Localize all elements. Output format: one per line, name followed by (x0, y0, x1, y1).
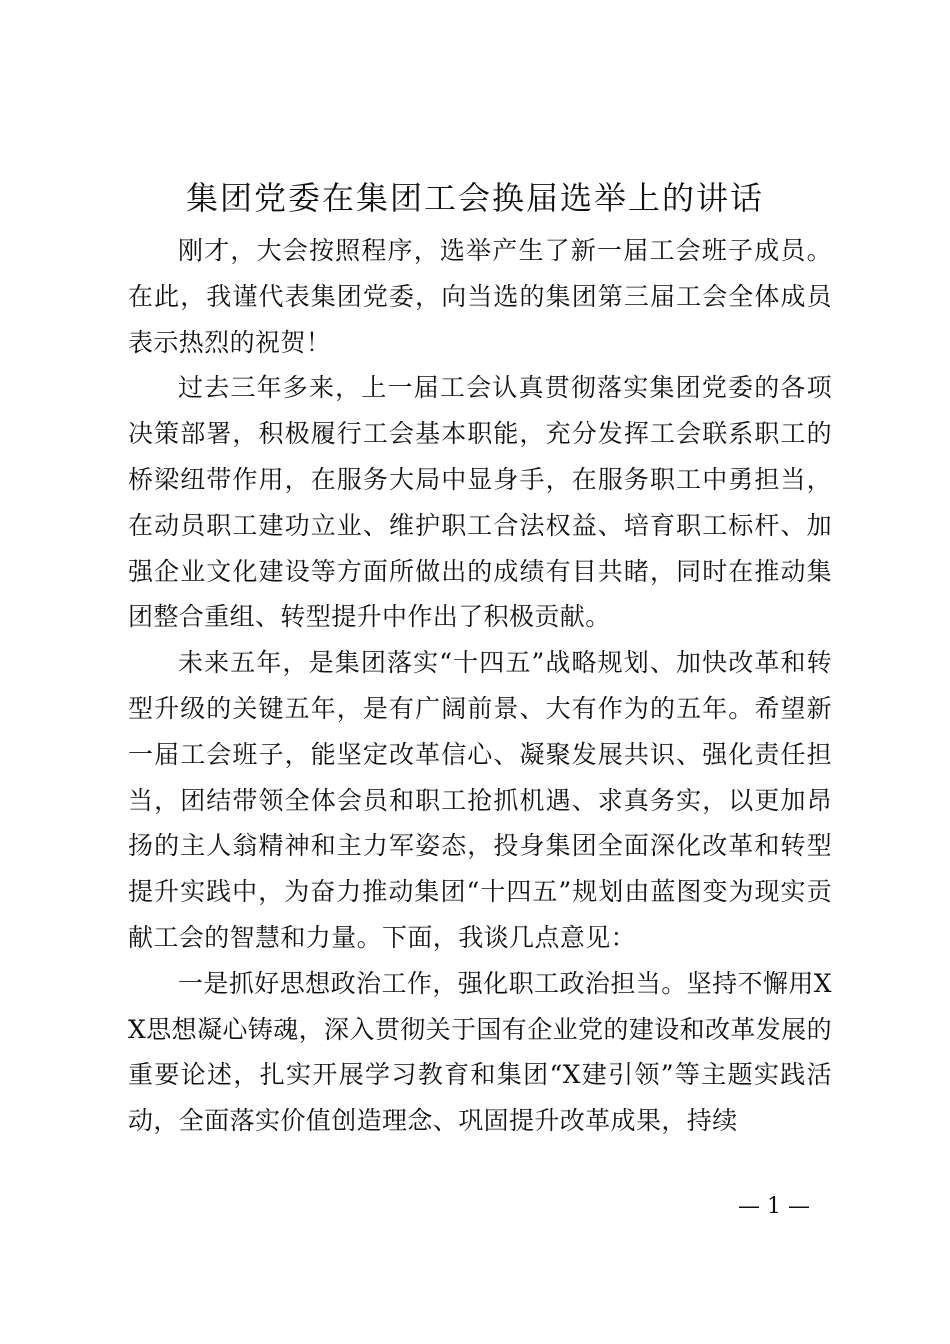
paragraph-2: 过去三年多来，上一届工会认真贯彻落实集团党委的各项决策部署，积极履行工会基本职能，充分发挥工会联系职工的桥梁纽带作用，在服务大局中显身手，在服务职工中勇担当，在动员职工建功立业、维护职工合法权益、培育职工标杆、加强企业文化建设等方面所做出的成绩有目共睹，同时在推动集团整合重组、转型提升中作出了积极贡献。 (128, 373, 832, 632)
paragraph-3: 未来五年，是集团落实“十四五”战略规划、加快改革和转型升级的关键五年，是有广阔前景、大有作为的五年。希望新一届工会班子，能坚定改革信心、凝聚发展共识、强化责任担当，团结带领全体会员和职工抢抓机遇、求真务实，以更加昂扬的主人翁精神和主力军姿态，投身集团全面深化改革和转型提升实践中，为奋力推动集团“十四五”规划由蓝图变为现实贡献工会的智慧和力量。下面，我谈几点意见： (128, 648, 832, 952)
document-body (128, 228, 832, 1144)
paragraph-4: 一是抓好思想政治工作，强化职工政治担当。坚持不懈用XX思想凝心铸魂，深入贯彻关于国有企业党的建设和改革发展的重要论述，扎实开展学习教育和集团“X建引领”等主题实践活动，全面落实价值创造理念、巩固提升改革成果，持续 (128, 968, 833, 1136)
page-number: — 1 — (738, 1194, 810, 1219)
paragraph-1: 刚才，大会按照程序，选举产生了新一届工会班子成员。在此，我谨代表集团党委，向当选的集团第三届工会全体成员表示热烈的祝贺！ (128, 236, 832, 357)
document-title: 集团党委在集团工会换届选举上的讲话 (185, 179, 764, 217)
